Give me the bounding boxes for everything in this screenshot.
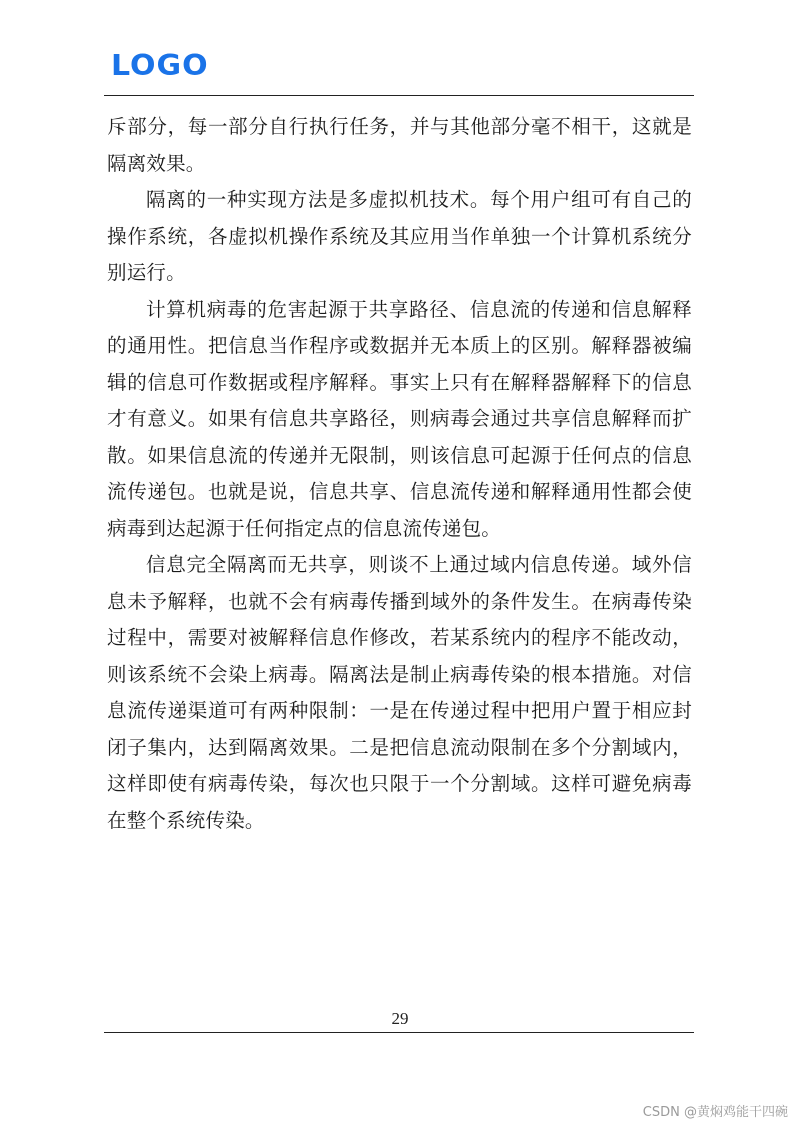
watermark: CSDN @黄焖鸡能干四碗 [642, 1105, 788, 1120]
header-divider [104, 95, 694, 96]
body-text [107, 109, 692, 839]
logo: LOGO [111, 49, 209, 83]
footer-divider [104, 1032, 694, 1033]
paragraph-virus-harm: 计算机病毒的危害起源于共享路径、信息流的传递和信息解释的通用性。把信息当作程序或数据并无本质上的区别。解释器被编辑的信息可作数据或程序解释。事实上只有在解释器解释下的信息才有意义。如果有信息共享路径，则病毒会通过共享信息解释而扩散。如果信息流的传递并无限制，则该信息可起源于任何点的信息流传递包。也就是说，信息共享、信息流传递和解释通用性都会使病毒到达起源于任何指定点的信息流传递包。 [107, 297, 692, 540]
paragraph-isolation: 信息完全隔离而无共享，则谈不上通过域内信息传递。域外信息未予解释，也就不会有病毒传播到域外的条件发生。在病毒传染过程中，需要对被解释信息作修改，若某系统内的程序不能改动，则该系统不会染上病毒。隔离法是制止病毒传染的根本措施。对信息流传递渠道可有两种限制：一是在传递过程中把用户置于相应封闭子集内，达到隔离效果。二是把信息流动限制在多个分割域内，这样即使有病毒传染，每次也只限于一个分割域。这样可避免病毒在整个系统传染。 [107, 553, 692, 832]
paragraph-virtual-machine: 隔离的一种实现方法是多虚拟机技术。每个用户组可有自己的操作系统，各虚拟机操作系统及其应用当作单独一个计算机系统分别运行。 [107, 188, 692, 284]
paragraph-continuation: 斥部分，每一部分自行执行任务，并与其他部分毫不相干，这就是隔离效果。 [107, 115, 692, 175]
page-number: 29 [391, 1009, 409, 1028]
